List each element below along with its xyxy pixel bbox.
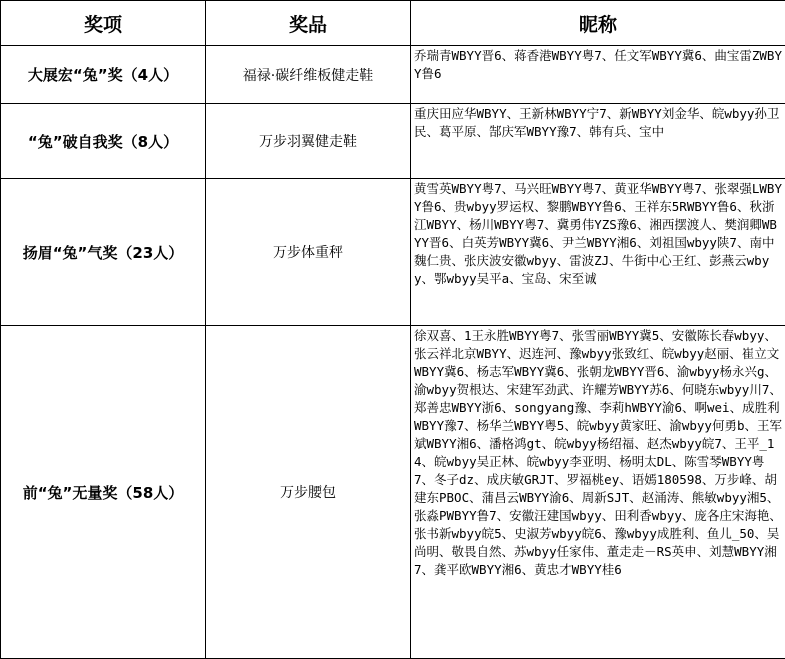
prize-cell: 福禄·碳纤维板健走鞋	[206, 46, 411, 104]
award-cell: 前“兔”无量奖（58人）	[1, 326, 206, 659]
nickname-cell: 徐双喜、1王永胜WBYY粤7、张雪丽WBYY冀5、安徽陈长春wbyy、张云祥北京WBYY、迟连河、豫wbyy张致红、皖wbyy赵丽、崔立文WBYY冀6、杨志军WBYY冀6、张朝龙WBYY晋6、渝wbyy杨永兴g、渝wbyy贺根达、宋建军劲武、许耀芳WBYY苏6、何晓东wbyy川7、郑善忠WBYY浙6、songyang豫、李莉hWBYY渝6、啊wei、成胜利WBYY豫7、杨华兰WBYY粤5、皖wbyy黄家旺、渝wbyy何勇b、王军斌WBYY湘6、潘格鸿gt、皖wbyy杨绍福、赵杰wbyy皖7、王平_14、皖wbyy吴正林、皖wbyy李亚明、杨明太DL、陈雪琴WBYY粤7、冬子dz、成庆敏GRJT、罗福桃ey、语嫣180598、万步峰、胡建东PBOC、蒲昌云WBYY渝6、周新SJT、赵涌涛、熊敏wbyy湘5、张淼PWBYY鲁7、安徽汪建国wbyy、田利香wbyy、庞各庄宋海艳、张书新wbyy皖5、史淑芳wbyy皖6、豫wbyy成胜利、鱼儿_50、吴尚明、敬畏自然、苏wbyy任家伟、董走走－RS英申、刘慧WBYY湘7、龚平欧WBYY湘6、黄忠才WBYY桂6	[411, 326, 785, 659]
header-nickname: 昵称	[411, 1, 785, 46]
nickname-cell: 乔瑞青WBYY晋6、蒋香港WBYY粤7、任文军WBYY冀6、曲宝雷ZWBYY鲁6	[411, 46, 785, 104]
table-row	[1, 46, 785, 104]
nickname-cell: 重庆田应华WBYY、王新林WBYY宁7、新WBYY刘金华、皖wbyy孙卫民、葛平原、郜庆军WBYY豫7、韩有兵、宝中	[411, 104, 785, 179]
nickname-cell: 黄雪英WBYY粤7、马兴旺WBYY粤7、黄亚华WBYY粤7、张翠强LWBYY鲁6、贵wbyy罗运权、黎鹏WBYY鲁6、王祥东5RWBYY鲁6、秋浙江WBYY、杨川WBYY粤7、冀勇伟YZS豫6、湘西摆渡人、樊润卿WBYY晋6、白英芳WBYY冀6、尹兰WBYY湘6、刘祖国wbyy陕7、南中魏仁贵、张庆波安徽wbyy、雷波ZJ、牛街中心王红、彭燕云wbyy、鄂wbyy吴平a、宝岛、宋至诚	[411, 179, 785, 326]
table-row	[1, 326, 785, 659]
award-cell: “兔”破自我奖（8人）	[1, 104, 206, 179]
award-cell: 扬眉“兔”气奖（23人）	[1, 179, 206, 326]
header-prize: 奖品	[206, 1, 411, 46]
header-row	[1, 1, 785, 46]
table-row	[1, 179, 785, 326]
prize-cell: 万步羽翼健走鞋	[206, 104, 411, 179]
award-cell: 大展宏“兔”奖（4人）	[1, 46, 206, 104]
header-award: 奖项	[1, 1, 206, 46]
prize-cell: 万步腰包	[206, 326, 411, 659]
table-row	[1, 104, 785, 179]
prize-cell: 万步体重秤	[206, 179, 411, 326]
